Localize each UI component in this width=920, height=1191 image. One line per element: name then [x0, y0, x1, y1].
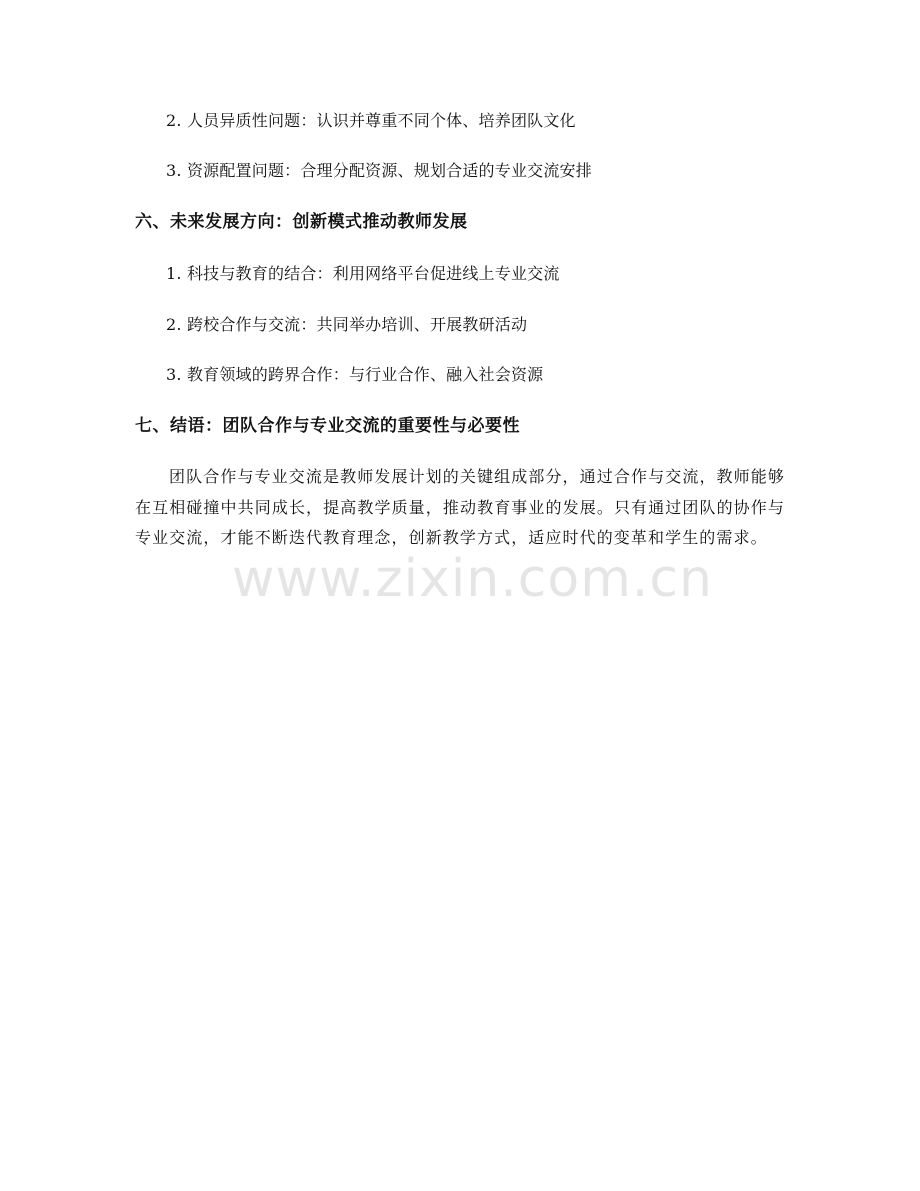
conclusion-paragraph: 团队合作与专业交流是教师发展计划的关键组成部分，通过合作与交流，教师能够在互相碰撞中共同成长，提高教学质量，推动教育事业的发展。只有通过团队的协作与专业交流，才能不断迭代教育理念，创新教学方式，适应时代的变革和学生的需求。: [135, 467, 785, 548]
watermark: www.zixin.com.cn: [232, 549, 713, 609]
section-heading: 六、未来发展方向：创新模式推动教师发展: [135, 212, 468, 232]
list-item: 3. 教育领域的跨界合作：与行业合作、融入社会资源: [166, 365, 544, 384]
list-item: 1. 科技与教育的结合：利用网络平台促进线上专业交流: [166, 264, 560, 283]
list-item: 2. 跨校合作与交流：共同举办培训、开展教研活动: [166, 315, 528, 334]
list-item: 2. 人员异质性问题：认识并尊重不同个体、培养团队文化: [166, 111, 576, 130]
list-item: 3. 资源配置问题：合理分配资源、规划合适的专业交流安排: [166, 161, 592, 180]
section-heading: 七、结语：团队合作与专业交流的重要性与必要性: [135, 416, 520, 436]
